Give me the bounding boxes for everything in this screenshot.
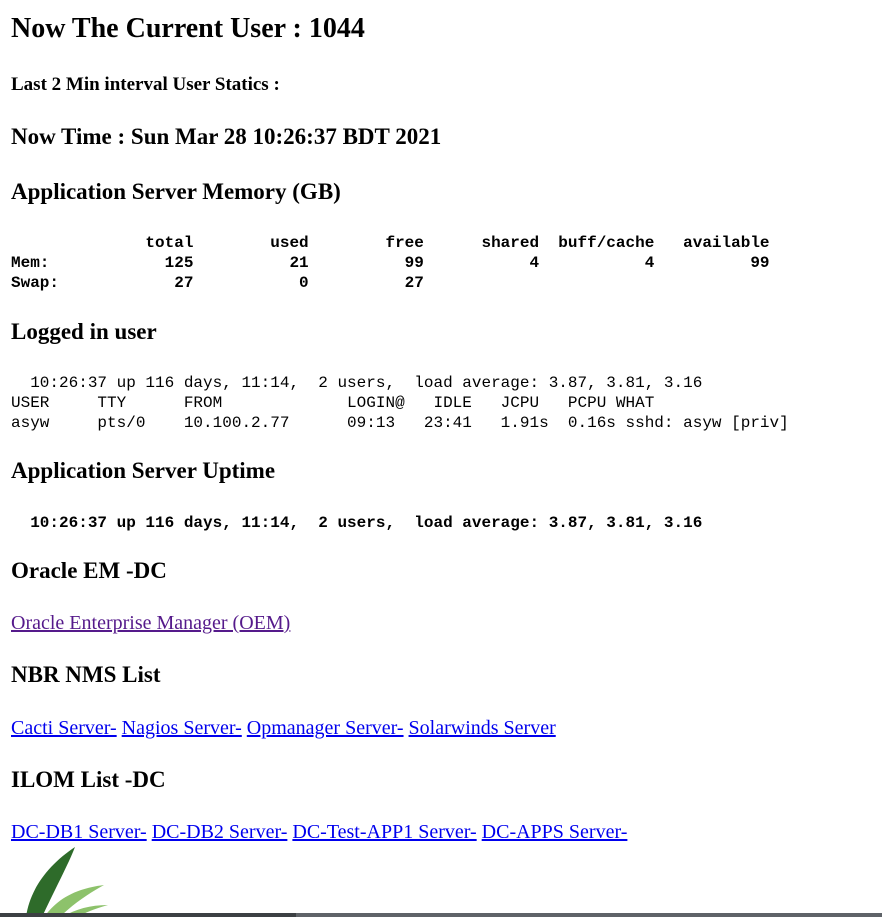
logged-in-heading: Logged in user	[11, 319, 157, 344]
nbr-nms-links	[11, 717, 556, 740]
opmanager-server-link[interactable]: Opmanager Server-	[246, 717, 404, 739]
leaf-logo-icon	[20, 843, 110, 917]
dc-db1-server-link[interactable]: DC-DB1 Server-	[11, 821, 147, 843]
uptime-heading: Application Server Uptime	[11, 458, 276, 483]
ilom-heading: ILOM List -DC	[11, 767, 166, 792]
dc-db2-server-link[interactable]: DC-DB2 Server-	[151, 821, 288, 843]
oracle-em-links	[11, 612, 290, 635]
current-user-heading: Now The Current User : 1044	[11, 13, 365, 44]
memory-output: total used free shared buff/cache available Mem: 125 21 99 4 4 99 Swap: 27 0 27	[11, 234, 770, 292]
logged-in-output: 10:26:37 up 116 days, 11:14, 2 users, load average: 3.87, 3.81, 3.16 USER TTY FROM LOGIN@ IDLE JCPU PCPU WHAT asyw pts/0 10.100.2.77 09:13 23:41 1.91s 0.16s sshd: asyw [priv]	[11, 374, 789, 432]
nagios-server-link[interactable]: Nagios Server-	[121, 717, 242, 739]
dc-apps-server-link[interactable]: DC-APPS Server-	[481, 821, 628, 843]
dc-test-app1-server-link[interactable]: DC-Test-APP1 Server-	[292, 821, 477, 843]
oracle-em-heading: Oracle EM -DC	[11, 558, 167, 583]
uptime-output: 10:26:37 up 116 days, 11:14, 2 users, load average: 3.87, 3.81, 3.16	[11, 514, 703, 532]
cacti-server-link[interactable]: Cacti Server-	[11, 717, 117, 739]
interval-statics-heading: Last 2 Min interval User Statics :	[11, 74, 280, 95]
oem-link[interactable]: Oracle Enterprise Manager (OEM)	[11, 612, 291, 634]
nbr-nms-heading: NBR NMS List	[11, 662, 161, 687]
scrollbar-thumb[interactable]	[0, 913, 296, 917]
ilom-links	[11, 821, 627, 844]
solarwinds-server-link[interactable]: Solarwinds Server	[408, 717, 556, 739]
now-time-heading: Now Time : Sun Mar 28 10:26:37 BDT 2021	[11, 124, 442, 149]
horizontal-scrollbar[interactable]	[0, 913, 882, 917]
memory-heading: Application Server Memory (GB)	[11, 179, 341, 204]
